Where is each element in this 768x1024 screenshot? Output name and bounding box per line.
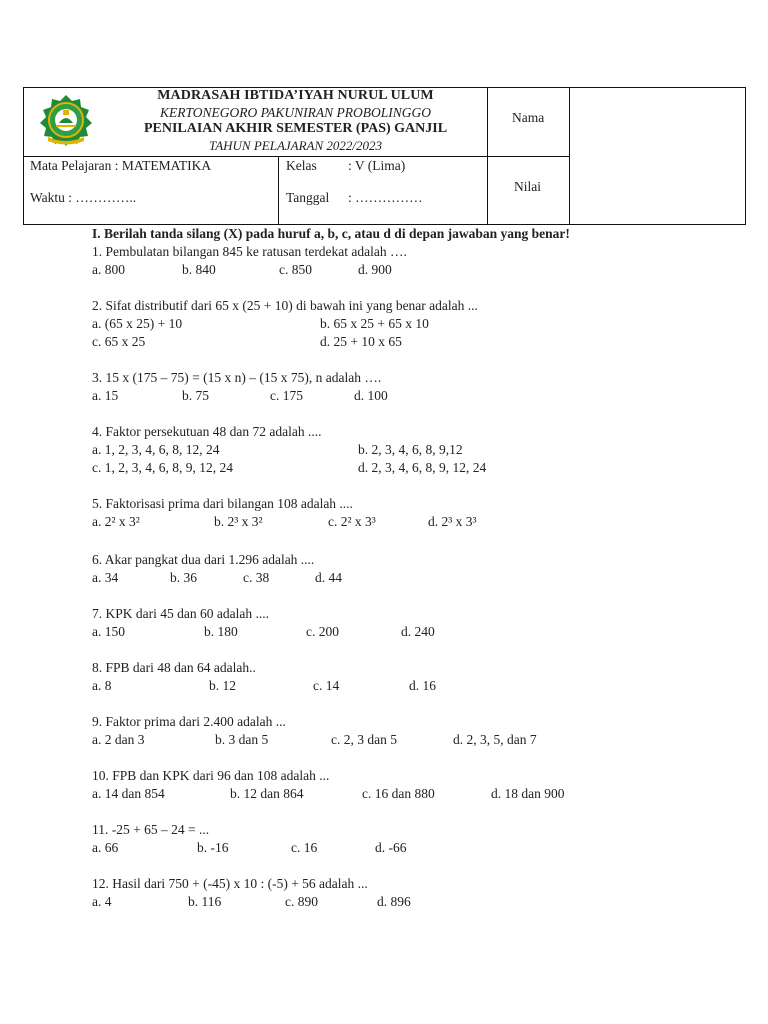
question-4-option-d[interactable]: d. 2, 3, 4, 6, 8, 9, 12, 24 (358, 460, 487, 475)
question-2-option-b[interactable]: b. 65 x 25 + 65 x 10 (320, 316, 429, 331)
question-3-option-d[interactable]: d. 100 (354, 388, 388, 403)
nama-label: Nama (512, 110, 545, 125)
question-12-option-c[interactable]: c. 890 (285, 894, 318, 909)
question-1-option-b[interactable]: b. 840 (182, 262, 216, 277)
header-divider (569, 87, 570, 225)
question-1-option-c[interactable]: c. 850 (279, 262, 312, 277)
question-7-option-d[interactable]: d. 240 (401, 624, 435, 639)
academic-year: TAHUN PELAJARAN 2022/2023 (208, 138, 383, 153)
question-2-option-d[interactable]: d. 25 + 10 x 65 (320, 334, 402, 349)
question-12-option-d[interactable]: d. 896 (377, 894, 411, 909)
question-4-option-a[interactable]: a. 1, 2, 3, 4, 6, 8, 12, 24 (92, 442, 220, 457)
question-11-option-a[interactable]: a. 66 (92, 840, 119, 855)
question-9-option-b[interactable]: b. 3 dan 5 (215, 732, 269, 747)
question-12: 12. Hasil dari 750 + (-45) x 10 : (-5) + 56 adalah ... (92, 876, 368, 891)
question-5-option-b[interactable]: b. 2³ x 3² (214, 514, 263, 529)
time-field: Waktu : ………….. (30, 190, 137, 205)
question-4-option-c[interactable]: c. 1, 2, 3, 4, 6, 8, 9, 12, 24 (92, 460, 233, 475)
question-2-option-c[interactable]: c. 65 x 25 (92, 334, 146, 349)
header-divider (23, 156, 569, 157)
question-10-option-b[interactable]: b. 12 dan 864 (230, 786, 304, 801)
question-9: 9. Faktor prima dari 2.400 adalah ... (92, 714, 286, 729)
question-2: 2. Sifat distributif dari 65 x (25 + 10) di bawah ini yang benar adalah ... (92, 298, 478, 313)
question-6-option-b[interactable]: b. 36 (170, 570, 197, 585)
header-divider (487, 156, 488, 225)
question-7-option-a[interactable]: a. 150 (92, 624, 125, 639)
institution-name: MADRASAH IBTIDA’IYAH NURUL ULUM (157, 88, 434, 103)
question-11-option-d[interactable]: d. -66 (375, 840, 407, 855)
question-10-option-a[interactable]: a. 14 dan 854 (92, 786, 165, 801)
question-3: 3. 15 x (175 – 75) = (15 x n) – (15 x 75), n adalah …. (92, 370, 382, 385)
question-11: 11. -25 + 65 – 24 = ... (92, 822, 210, 837)
question-8-option-a[interactable]: a. 8 (92, 678, 112, 693)
instruction-text: I. Berilah tanda silang (X) pada huruf a, b, c, atau d di depan jawaban yang benar! (92, 226, 570, 241)
header-divider (278, 156, 279, 225)
question-3-option-c[interactable]: c. 175 (270, 388, 303, 403)
question-5: 5. Faktorisasi prima dari bilangan 108 adalah .... (92, 496, 353, 511)
question-11-option-c[interactable]: c. 16 (291, 840, 318, 855)
exam-title: PENILAIAN AKHIR SEMESTER (PAS) GANJIL (143, 121, 448, 136)
question-6-option-c[interactable]: c. 38 (243, 570, 270, 585)
question-5-option-a[interactable]: a. 2² x 3² (92, 514, 140, 529)
question-1-option-d[interactable]: d. 900 (358, 262, 392, 277)
question-12-option-b[interactable]: b. 116 (188, 894, 222, 909)
question-3-option-b[interactable]: b. 75 (182, 388, 209, 403)
question-12-option-a[interactable]: a. 4 (92, 894, 112, 909)
question-8-option-b[interactable]: b. 12 (209, 678, 236, 693)
question-9-option-c[interactable]: c. 2, 3 dan 5 (331, 732, 397, 747)
question-7: 7. KPK dari 45 dan 60 adalah .... (92, 606, 269, 621)
question-1-option-a[interactable]: a. 800 (92, 262, 125, 277)
subject-field: Mata Pelajaran : MATEMATIKA (30, 158, 212, 173)
class-label: Kelas (286, 158, 317, 173)
question-3-option-a[interactable]: a. 15 (92, 388, 119, 403)
question-7-option-c[interactable]: c. 200 (306, 624, 339, 639)
question-4: 4. Faktor persekutuan 48 dan 72 adalah .... (92, 424, 322, 439)
date-label: Tanggal (286, 190, 330, 205)
question-9-option-a[interactable]: a. 2 dan 3 (92, 732, 145, 747)
question-8: 8. FPB dari 48 dan 64 adalah.. (92, 660, 256, 675)
question-10: 10. FPB dan KPK dari 96 dan 108 adalah ... (92, 768, 330, 783)
date-value: : …………… (348, 190, 423, 205)
question-8-option-d[interactable]: d. 16 (409, 678, 436, 693)
question-2-option-a[interactable]: a. (65 x 25) + 10 (92, 316, 183, 331)
question-10-option-c[interactable]: c. 16 dan 880 (362, 786, 435, 801)
madrasah-logo-icon (34, 93, 98, 147)
question-5-option-c[interactable]: c. 2² x 3³ (328, 514, 376, 529)
question-8-option-c[interactable]: c. 14 (313, 678, 340, 693)
question-7-option-b[interactable]: b. 180 (204, 624, 238, 639)
question-1: 1. Pembulatan bilangan 845 ke ratusan terdekat adalah …. (92, 244, 407, 259)
question-5-option-d[interactable]: d. 2³ x 3³ (428, 514, 477, 529)
institution-address: KERTONEGORO PAKUNIRAN PROBOLINGGO (159, 105, 431, 120)
question-10-option-d[interactable]: d. 18 dan 900 (491, 786, 565, 801)
question-4-option-b[interactable]: b. 2, 3, 4, 6, 8, 9,12 (358, 442, 463, 457)
question-6: 6. Akar pangkat dua dari 1.296 adalah .... (92, 552, 315, 567)
nilai-label: Nilai (514, 179, 541, 194)
question-6-option-d[interactable]: d. 44 (315, 570, 342, 585)
class-value: : V (Lima) (348, 158, 406, 173)
question-6-option-a[interactable]: a. 34 (92, 570, 119, 585)
question-9-option-d[interactable]: d. 2, 3, 5, dan 7 (453, 732, 537, 747)
question-11-option-b[interactable]: b. -16 (197, 840, 229, 855)
